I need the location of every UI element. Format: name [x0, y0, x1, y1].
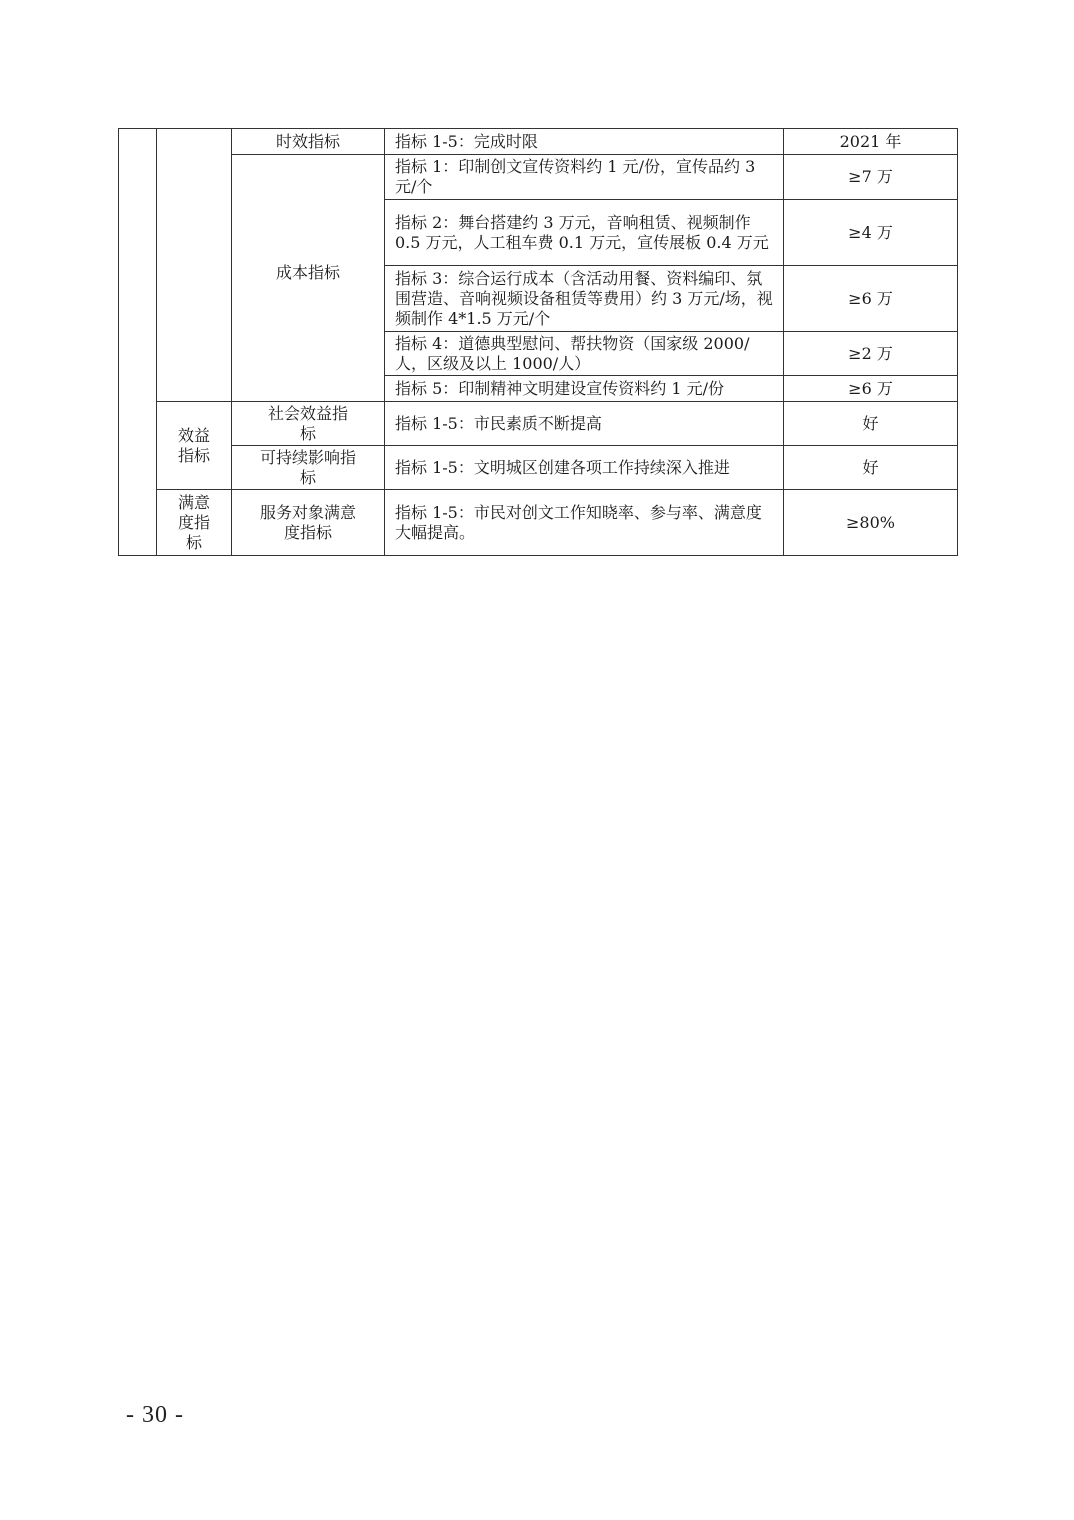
table-row: [119, 129, 958, 155]
indicator-description-cell: 指标 1-5：文明城区创建各项工作持续深入推进: [385, 446, 784, 490]
sub-indicator-cell: 社会效益指标: [232, 402, 385, 446]
indicator-value-cell: ≥4 万: [784, 200, 958, 266]
table-row: [119, 490, 958, 556]
indicator-value-cell: ≥6 万: [784, 266, 958, 332]
page-number: - 30 -: [126, 1402, 184, 1428]
table-row: [119, 446, 958, 490]
indicator-description-cell: 指标 1-5：市民素质不断提高: [385, 402, 784, 446]
indicator-value-cell: ≥6 万: [784, 376, 958, 402]
sub-indicator-cell: 成本指标: [232, 155, 385, 402]
indicator-description-cell: 指标 5：印制精神文明建设宣传资料约 1 元/份: [385, 376, 784, 402]
indicator-value-cell: ≥7 万: [784, 155, 958, 200]
performance-indicator-table: [118, 128, 958, 556]
indicator-value-cell: ≥80%: [784, 490, 958, 556]
indicator-description-cell: 指标 1-5：完成时限: [385, 129, 784, 155]
level2-category-cell: [157, 129, 232, 402]
indicator-value-cell: ≥2 万: [784, 332, 958, 376]
indicator-value-cell: 好: [784, 402, 958, 446]
indicator-description-cell: 指标 4：道德典型慰问、帮扶物资（国家级 2000/人，区级及以上 1000/人）: [385, 332, 784, 376]
level2-category-cell: 效益指标: [157, 402, 232, 490]
indicator-value-cell: 2021 年: [784, 129, 958, 155]
indicator-description-cell: 指标 3：综合运行成本（含活动用餐、资料编印、氛围营造、音响视频设备租赁等费用）约 3 万元/场，视频制作 4*1.5 万元/个: [385, 266, 784, 332]
table-row: [119, 155, 958, 200]
sub-indicator-cell: 服务对象满意度指标: [232, 490, 385, 556]
sub-indicator-cell: 时效指标: [232, 129, 385, 155]
sub-indicator-cell: 可持续影响指标: [232, 446, 385, 490]
indicator-description-cell: 指标 1-5：市民对创文工作知晓率、参与率、满意度大幅提高。: [385, 490, 784, 556]
table-row: [119, 402, 958, 446]
indicator-description-cell: 指标 2：舞台搭建约 3 万元，音响租赁、视频制作 0.5 万元，人工租车费 0.1 万元，宣传展板 0.4 万元: [385, 200, 784, 266]
indicator-description-cell: 指标 1：印制创文宣传资料约 1 元/份，宣传品约 3 元/个: [385, 155, 784, 200]
indicator-value-cell: 好: [784, 446, 958, 490]
level2-category-cell: 满意度指标: [157, 490, 232, 556]
level1-category-cell: [119, 129, 157, 556]
